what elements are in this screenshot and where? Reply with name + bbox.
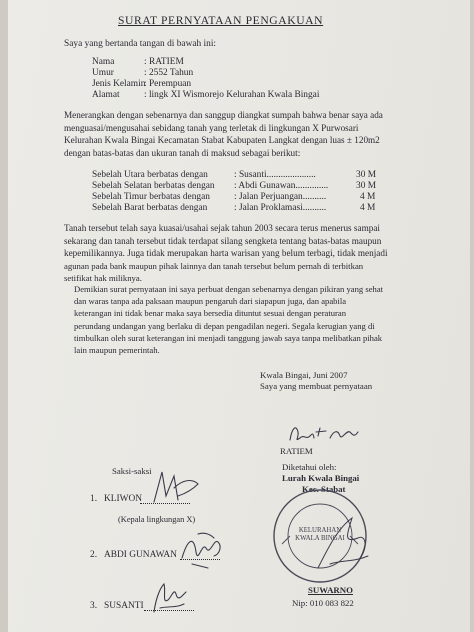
boundary-with-north: : Susanti..................... — [234, 170, 316, 180]
boundary-side-east: Sebelah Timur berbatas dengan — [92, 192, 210, 202]
place-date: Kwala Bingai, Juni 2007 — [260, 370, 348, 380]
witness-number-2: 2. — [90, 550, 98, 560]
identity-value-age: : 2552 Tahun — [144, 68, 194, 78]
official-nip: Nip: 010 083 822 — [292, 598, 354, 608]
paragraph-line: Demikian surat pernyataan ini saya perbuat dengan sebenarnya dengan pikiran yang sehat — [74, 284, 384, 294]
paragraph-line: dengan batas-batas dan ukuran tanah di maksud sebagai berikut: — [64, 147, 301, 158]
witness-name-2: ABDI GUNAWAN — [104, 550, 177, 560]
identity-label-age: Umur — [92, 68, 114, 78]
identity-label-name: Nama — [92, 57, 115, 67]
boundary-side-west: Sebelah Barat berbatas dengan — [92, 203, 208, 213]
paragraph-statement — [64, 109, 452, 159]
paragraph-line: agunan pada bank maupun pihak lainnya dan tanah tersebut belum pernah di terbitkan — [64, 260, 364, 271]
stamp-text: KELURAHAN KWALA BINGAI — [295, 527, 345, 542]
official-title-1: Lurah Kwala Bingai — [282, 473, 360, 483]
boundary-size-east: 4 M — [360, 192, 376, 202]
declarant-name: RATIEM — [280, 446, 313, 456]
boundary-side-north: Sebelah Utara berbatas dengan — [92, 170, 208, 180]
witness-number-1: 1. — [90, 494, 98, 504]
paragraph-line: Tanah tersebut telah saya kuasai/usahai sejak tahun 2003 secara terus menerus sampai — [64, 223, 380, 233]
witness-1-signature — [148, 466, 202, 506]
paragraph-line: setifikat hak miliknya. — [64, 273, 142, 284]
paragraph-line: lain maupun pemerintah. — [74, 345, 160, 356]
witness-name-1: KLIWON — [104, 494, 143, 504]
paragraph-line: kepemilikannya. Juga tidak merupakan harta warisan yang belum terbagi, tidak menjadi — [64, 248, 388, 259]
boundary-size-south: 30 M — [356, 181, 377, 191]
official-name: SUWARNO — [308, 585, 353, 595]
paragraph-line: Kelurahan Kwala Bingai Kecamatan Stabat Kabupaten Langkat dengan luas ± 120m2 — [64, 135, 380, 146]
paragraph-line: keterangan ini tidak benar maka saya bersedia dituntut sesuai dengan peraturan — [74, 308, 347, 319]
paragraph-ownership — [64, 222, 452, 285]
witness-3-signature — [148, 578, 192, 618]
identity-value-name: : RATIEM — [144, 57, 184, 67]
identity-label-gender: Jenis Kelamin — [92, 79, 146, 89]
witness-note-1: (Kepala lingkungan X) — [118, 515, 196, 524]
known-by-label: Diketahui oleh: — [282, 462, 337, 472]
boundary-with-south: : Abdi Gunawan.............. — [234, 181, 329, 191]
official-title-2: Kec. Stabat — [302, 484, 346, 494]
identity-value-gender: : Perempuan — [144, 79, 192, 89]
witness-number-3: 3. — [90, 601, 98, 611]
identity-label-address: Alamat — [92, 90, 120, 100]
identity-value-address: : lingk XI Wismorejo Kelurahan Kwala Bingai — [144, 90, 320, 100]
witness-name-3: SUSANTI — [104, 601, 144, 611]
boundary-size-north: 30 M — [356, 170, 377, 180]
paragraph-line: Menerangkan dengan sebenarnya dan sanggup diangkat sumpah bahwa benar saya ada — [64, 110, 383, 120]
paragraph-line: sekarang dan tanah tersebut tidak terdapat silang sengketa tentang batas-batas maupun — [64, 235, 382, 246]
boundary-side-south: Sebelah Selatan berbatas dengan — [92, 181, 215, 191]
paragraph-line: timbulkan oleh surat keterangan ini menjadi tanggung jawab saya tanpa melibatkan pihak — [74, 332, 383, 343]
paragraph-line: dan waras tanpa ada paksaan maupun pengaruh dari siapapun juga, dan apabila — [74, 296, 347, 307]
document-page — [8, 0, 470, 632]
paragraph-line: perundang undangan yang berlaku di depan pengadilan negeri. Segala kerugian yang di — [74, 320, 375, 331]
official-signature — [308, 508, 378, 578]
paragraph-line: menguasai/mengusahai sebidang tanah yang terletak di lingkungan X Purwosari — [64, 122, 359, 133]
witness-2-signature — [178, 528, 228, 572]
paragraph-closing — [74, 283, 454, 356]
witness-label: Saksi-saksi — [112, 466, 152, 476]
document-title: SURAT PERNYATAAN PENGAKUAN — [118, 14, 324, 27]
boundary-with-east: : Jalan Perjuangan.......... — [234, 192, 327, 202]
boundary-size-west: 4 M — [360, 203, 376, 213]
declarant-signature — [286, 418, 366, 448]
intro-text: Saya yang bertanda tangan di bawah ini: — [64, 39, 217, 49]
declarant-label: Saya yang membuat pernyataan — [260, 381, 373, 391]
boundary-with-west: : Jalan Proklamasi.......... — [234, 203, 327, 213]
